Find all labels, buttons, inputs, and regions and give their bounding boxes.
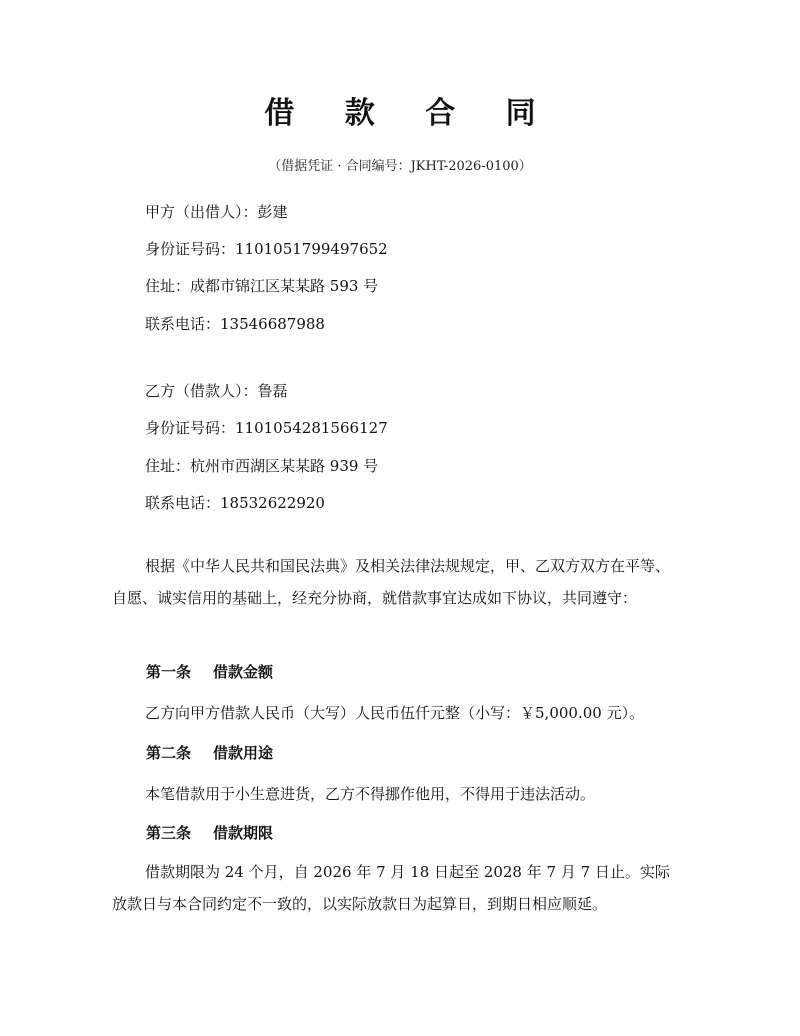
article-2-title: 借款用途: [213, 744, 274, 762]
article-1-heading: [146, 661, 273, 683]
party-b-name: 乙方（借款人）：鲁磊: [145, 382, 288, 400]
article-1-title: 借款金额: [213, 663, 274, 681]
article-2-number: 第二条: [146, 744, 192, 762]
document-title: 借 款 合 同: [264, 96, 556, 131]
preamble-paragraph: 根据《中华人民共和国民法典》及相关法律法规规定，甲、乙双方双方在平等、自愿、诚实信用的基础上，经充分协商，就借款事宜达成如下协议，共同遵守：: [112, 557, 671, 607]
party-b-phone: 联系电话：18532622920: [145, 494, 325, 512]
party-a-id-number: 身份证号码：1101051799497652: [145, 240, 388, 258]
party-a-address: 住址：成都市锦江区某某路 593 号: [145, 277, 379, 295]
article-1-number: 第一条: [146, 663, 192, 681]
article-3-number: 第三条: [146, 824, 192, 842]
article-2-heading: [146, 742, 273, 764]
article-1-body: 乙方向甲方借款人民币（大写）人民币伍仟元整（小写：￥5,000.00 元）。: [145, 704, 645, 722]
article-3-title: 借款期限: [213, 824, 274, 842]
article-3-heading: [146, 822, 273, 844]
party-b-address: 住址：杭州市西湖区某某路 939 号: [145, 457, 379, 475]
article-2-body: 本笔借款用于小生意进货，乙方不得挪作他用，不得用于违法活动。: [145, 785, 596, 803]
party-a-name: 甲方（出借人）：彭建: [145, 203, 288, 221]
party-a-phone: 联系电话：13546687988: [145, 315, 325, 333]
article-3-body: 借款期限为 24 个月，自 2026 年 7 月 18 日起至 2028 年 7 月 7 日止。实际放款日与本合同约定不一致的，以实际放款日为起算日，到期日相应顺延。: [112, 863, 670, 913]
party-b-id-number: 身份证号码：1101054281566127: [145, 419, 388, 437]
document-subtitle: （借据凭证 · 合同编号：JKHT-2026-0100）: [268, 159, 532, 174]
